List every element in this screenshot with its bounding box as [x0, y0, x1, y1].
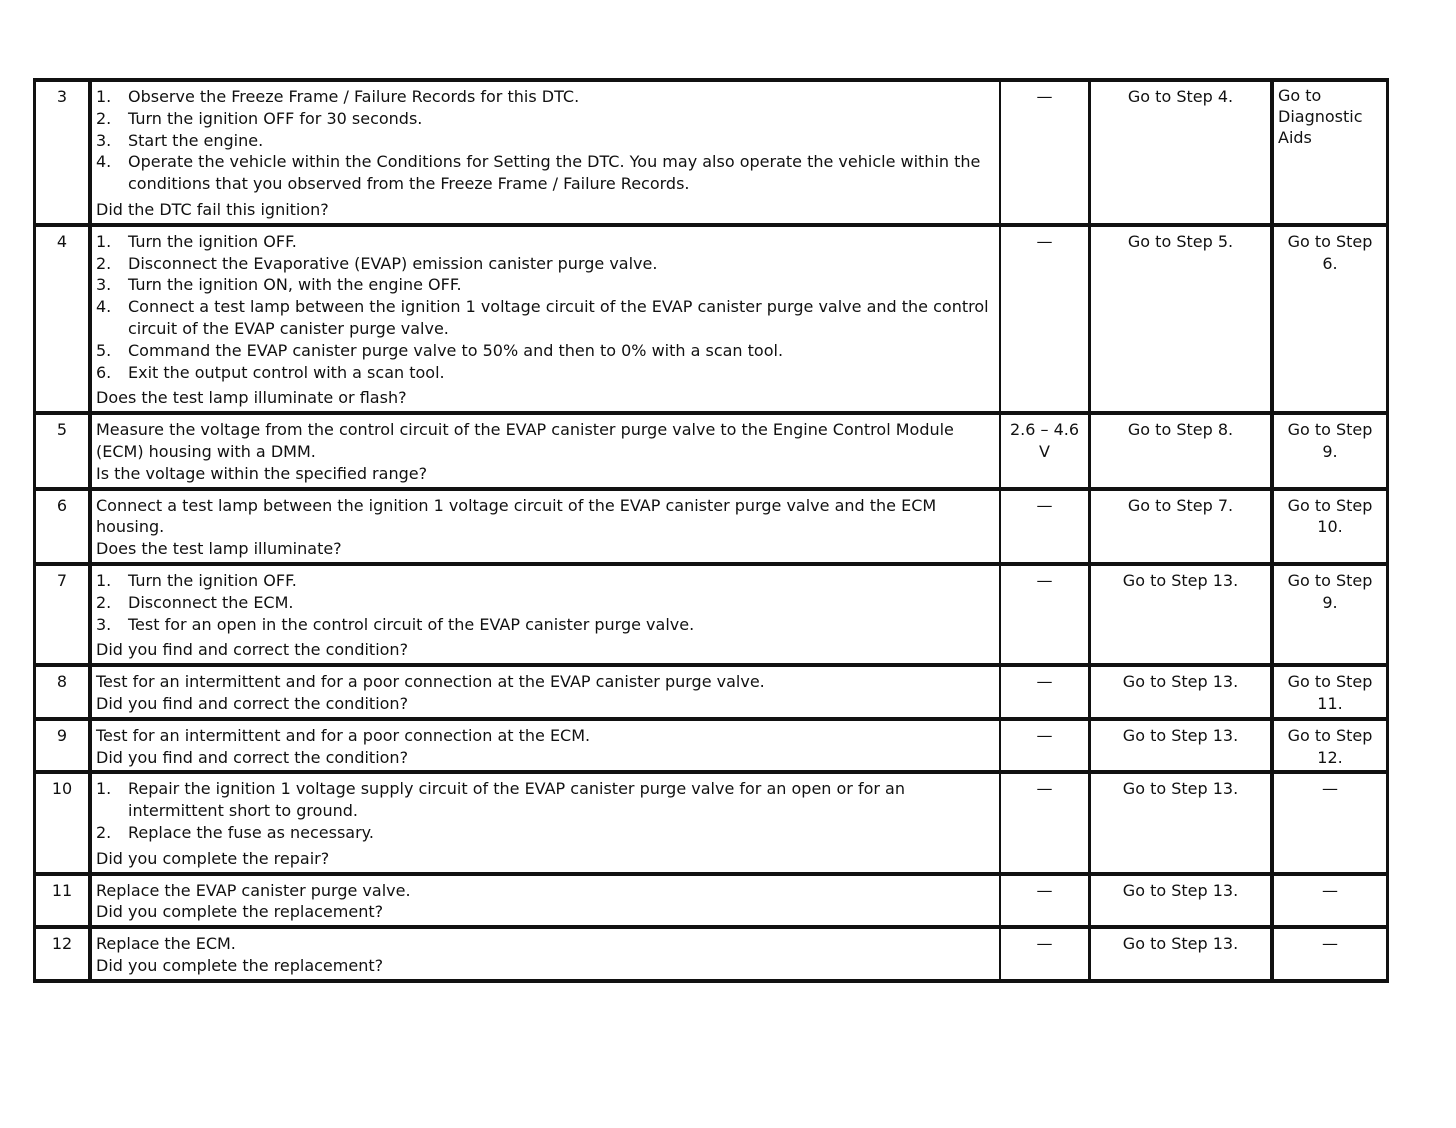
action-text: Connect a test lamp between the ignition 1 voltage circuit of the EVAP canister purge valve and the ECM housing. — [96, 495, 937, 537]
action-step — [96, 86, 995, 108]
action-step-number: 5. — [96, 340, 112, 360]
no-cell: Go to Step 9. — [1272, 413, 1388, 488]
table-row — [35, 225, 1388, 413]
value-cell: — — [1000, 564, 1090, 665]
action-steps-list — [96, 86, 995, 195]
action-text: Test for an intermittent and for a poor connection at the EVAP canister purge valve. — [96, 672, 765, 692]
action-cell — [90, 665, 1000, 719]
yes-cell: Go to Step 13. — [1090, 719, 1273, 773]
action-step — [96, 362, 995, 384]
action-step-number: 3. — [96, 275, 112, 295]
step-number: 3 — [35, 80, 91, 225]
action-step-number: 1. — [96, 231, 112, 251]
action-step — [96, 151, 995, 195]
no-cell: Go to Step 12. — [1272, 719, 1388, 773]
action-step — [96, 614, 995, 636]
action-cell — [90, 772, 1000, 873]
action-step-number: 1. — [96, 87, 112, 106]
yes-cell: Go to Step 13. — [1090, 564, 1273, 665]
action-step — [96, 253, 995, 275]
action-step — [96, 108, 995, 130]
yes-cell: Go to Step 13. — [1090, 927, 1273, 981]
table-row — [35, 413, 1388, 488]
table-row — [35, 927, 1388, 981]
action-step — [96, 778, 995, 822]
step-number: 11 — [35, 874, 91, 928]
action-step — [96, 570, 995, 592]
action-step-text: Turn the ignition OFF for 30 seconds. — [128, 108, 423, 128]
action-step-number: 2. — [96, 822, 112, 842]
step-question: Did you find and correct the condition? — [96, 747, 409, 767]
no-cell: Go to Step 11. — [1272, 665, 1388, 719]
table-row — [35, 564, 1388, 665]
action-step — [96, 274, 995, 296]
action-step — [96, 822, 995, 844]
value-cell: — — [1000, 927, 1090, 981]
yes-cell: Go to Step 13. — [1090, 665, 1273, 719]
action-step-text: Turn the ignition OFF. — [128, 231, 297, 251]
action-step-text: Operate the vehicle within the Conditions for Setting the DTC. You may also operate the vehicle within the conditions that you observed from the Freeze Frame / Failure Records. — [128, 152, 981, 194]
step-question: Did you complete the replacement? — [96, 955, 384, 975]
value-cell: — — [1000, 489, 1090, 564]
action-step-number: 3. — [96, 614, 112, 634]
action-step-number: 4. — [96, 152, 112, 172]
action-step-number: 6. — [96, 362, 112, 382]
action-steps-list — [96, 778, 995, 843]
action-step-text: Repair the ignition 1 voltage supply circuit of the EVAP canister purge valve for an open or for an intermittent short to ground. — [128, 779, 905, 821]
action-step — [96, 231, 995, 253]
no-cell: Go to Diagnostic Aids — [1272, 80, 1388, 225]
action-step-text: Start the engine. — [128, 130, 264, 150]
action-step-number: 2. — [96, 592, 112, 612]
step-question: Did you find and correct the condition? — [96, 640, 409, 660]
diagnostic-table-body — [35, 80, 1388, 981]
action-cell — [90, 927, 1000, 981]
step-number: 7 — [35, 564, 91, 665]
action-step-text: Disconnect the Evaporative (EVAP) emission canister purge valve. — [128, 253, 658, 273]
action-step-number: 1. — [96, 570, 112, 590]
table-row — [35, 489, 1388, 564]
step-question: Does the test lamp illuminate or flash? — [96, 388, 407, 408]
table-row — [35, 719, 1388, 773]
action-step-text: Replace the fuse as necessary. — [128, 822, 374, 842]
no-cell: — — [1272, 772, 1388, 873]
value-cell: — — [1000, 874, 1090, 928]
step-question: Did you complete the repair? — [96, 848, 330, 868]
value-cell: — — [1000, 225, 1090, 413]
diagnostic-table — [33, 78, 1389, 983]
action-text: Replace the ECM. — [96, 934, 236, 954]
action-step-text: Test for an open in the control circuit of the EVAP canister purge valve. — [128, 614, 695, 634]
step-question: Does the test lamp illuminate? — [96, 539, 342, 559]
action-cell — [90, 564, 1000, 665]
action-step-text: Connect a test lamp between the ignition 1 voltage circuit of the EVAP canister purge valve and the control circuit of the EVAP canister purge valve. — [128, 297, 989, 338]
step-number: 12 — [35, 927, 91, 981]
step-number: 6 — [35, 489, 91, 564]
value-cell: — — [1000, 719, 1090, 773]
action-step-number: 2. — [96, 253, 112, 273]
action-step-number: 3. — [96, 130, 112, 150]
action-step — [96, 130, 995, 152]
table-row — [35, 665, 1388, 719]
step-number: 8 — [35, 665, 91, 719]
action-cell — [90, 413, 1000, 488]
table-row — [35, 874, 1388, 928]
step-number: 5 — [35, 413, 91, 488]
action-cell — [90, 489, 1000, 564]
action-step-text: Exit the output control with a scan tool. — [128, 362, 445, 382]
action-step-text: Command the EVAP canister purge valve to 50% and then to 0% with a scan tool. — [128, 340, 784, 360]
yes-cell: Go to Step 4. — [1090, 80, 1273, 225]
action-cell — [90, 225, 1000, 413]
yes-cell: Go to Step 8. — [1090, 413, 1273, 488]
no-cell: — — [1272, 927, 1388, 981]
step-number: 9 — [35, 719, 91, 773]
action-step — [96, 592, 995, 614]
action-step — [96, 340, 995, 362]
action-step — [96, 296, 995, 340]
action-step-number: 1. — [96, 779, 112, 799]
yes-cell: Go to Step 7. — [1090, 489, 1273, 564]
action-step-text: Disconnect the ECM. — [128, 592, 294, 612]
no-cell: Go to Step 9. — [1272, 564, 1388, 665]
action-step-number: 2. — [96, 108, 112, 128]
action-step-text: Turn the ignition ON, with the engine OFF. — [128, 275, 462, 295]
yes-cell: Go to Step 13. — [1090, 772, 1273, 873]
step-question: Did the DTC fail this ignition? — [96, 199, 329, 219]
action-step-text: Observe the Freeze Frame / Failure Records for this DTC. — [128, 87, 580, 106]
value-cell: — — [1000, 772, 1090, 873]
table-row — [35, 80, 1388, 225]
action-text: Test for an intermittent and for a poor connection at the ECM. — [96, 725, 591, 745]
value-cell: 2.6 – 4.6 V — [1000, 413, 1090, 488]
action-cell — [90, 874, 1000, 928]
action-text: Replace the EVAP canister purge valve. — [96, 880, 411, 900]
no-cell: Go to Step 10. — [1272, 489, 1388, 564]
step-question: Did you find and correct the condition? — [96, 693, 409, 713]
action-cell — [90, 80, 1000, 225]
step-question: Is the voltage within the specified range? — [96, 463, 428, 483]
step-question: Did you complete the replacement? — [96, 902, 384, 922]
action-step-number: 4. — [96, 297, 112, 317]
step-number: 10 — [35, 772, 91, 873]
action-cell — [90, 719, 1000, 773]
no-cell: Go to Step 6. — [1272, 225, 1388, 413]
no-cell: — — [1272, 874, 1388, 928]
yes-cell: Go to Step 5. — [1090, 225, 1273, 413]
table-row — [35, 772, 1388, 873]
action-step-text: Turn the ignition OFF. — [128, 570, 297, 590]
yes-cell: Go to Step 13. — [1090, 874, 1273, 928]
value-cell: — — [1000, 80, 1090, 225]
value-cell: — — [1000, 665, 1090, 719]
action-steps-list — [96, 570, 995, 635]
action-steps-list — [96, 231, 995, 384]
step-number: 4 — [35, 225, 91, 413]
action-text: Measure the voltage from the control circuit of the EVAP canister purge valve to the Engine Control Module (ECM) housing with a DMM. — [96, 420, 954, 461]
